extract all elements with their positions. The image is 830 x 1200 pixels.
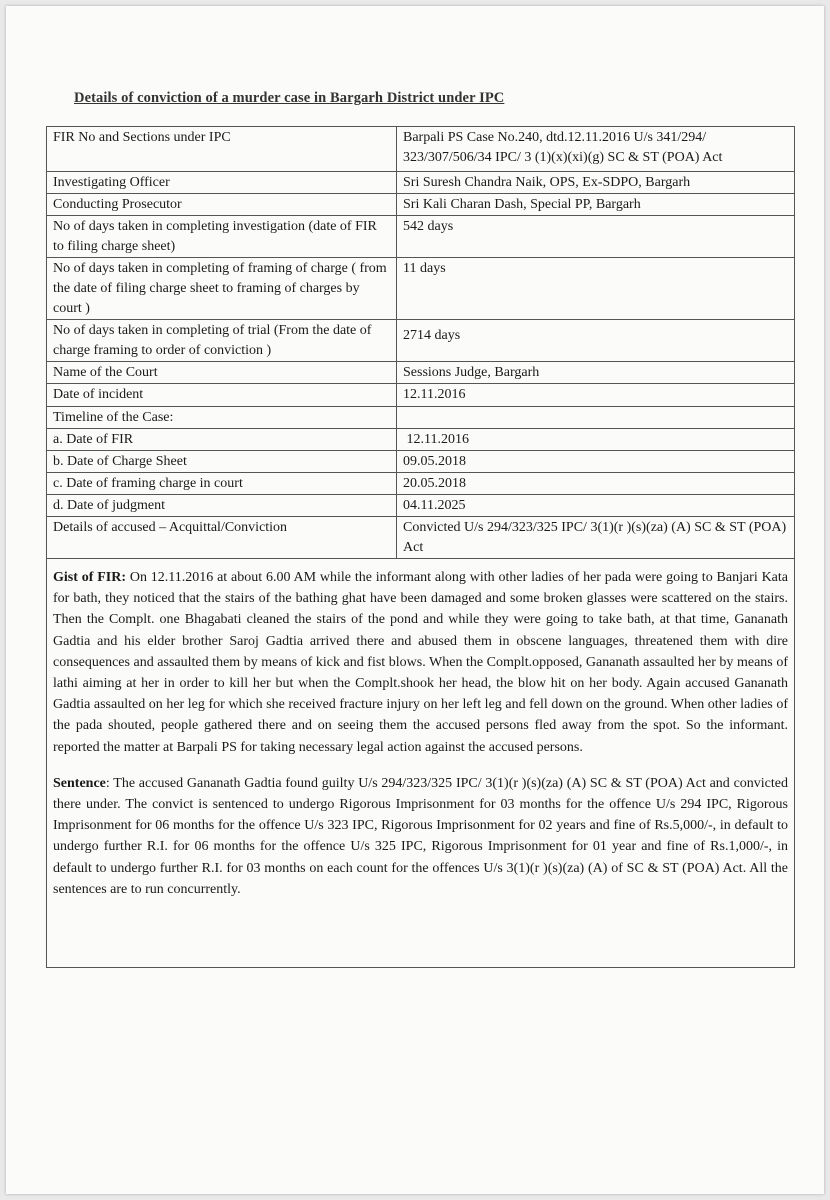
row-label: No of days taken in completing investigation (date of FIR to filing charge sheet) xyxy=(47,216,397,258)
row-label: Details of accused – Acquittal/Conviction xyxy=(47,517,397,559)
table-row xyxy=(47,517,795,559)
table-row xyxy=(47,172,795,194)
row-value xyxy=(397,407,795,429)
table-row xyxy=(47,194,795,216)
row-label: Name of the Court xyxy=(47,362,397,384)
row-value: Barpali PS Case No.240, dtd.12.11.2016 U/s 341/294/ 323/307/506/34 IPC/ 3 (1)(x)(xi)(g) SC & ST (POA) Act xyxy=(397,127,795,172)
row-label: No of days taken in completing of trial (From the date of charge framing to order of conviction ) xyxy=(47,320,397,362)
row-value: 2714 days xyxy=(397,320,795,362)
row-label: b. Date of Charge Sheet xyxy=(47,451,397,473)
table-row xyxy=(47,407,795,429)
table-row xyxy=(47,320,795,362)
table-row xyxy=(47,362,795,384)
row-label: Conducting Prosecutor xyxy=(47,194,397,216)
row-value: 542 days xyxy=(397,216,795,258)
gist-text: On 12.11.2016 at about 6.00 AM while the informant along with other ladies of her pada were going to Banjari Kata for bath, they noticed that the stairs of the bathing ghat have been damaged and some broken glasses were scattered on the stairs. Then the Complt. one Bhagabati cleaned the stairs of the pond and while they were going to take bath, at that time, Gananath Gadtia and his elder brother Saroj Gadtia arrived there and abused them in obscene languages, threatened them with dire consequences and assaulted them by means of kick and fist blows. When the Complt.opposed, Gananath assaulted her by means of lathi aiming at her in order to kill her but when the Complt.shook her head, the blow hit on her body. Again accused Gananath Gadtia assaulted on her leg for which she received fracture injury on her left leg and fell down on the ground. When other ladies of the pada shouted, people gathered there and on seeing them the accused persons fled away from the spot. So the informant. reported the matter at Barpali PS for taking necessary legal action against the accused persons. xyxy=(53,570,788,755)
sentence-paragraph xyxy=(53,773,788,900)
row-label: a. Date of FIR xyxy=(47,429,397,451)
row-value: 11 days xyxy=(397,258,795,320)
row-label: No of days taken in completing of framing of charge ( from the date of filing charge sheet to framing of charges by court ) xyxy=(47,258,397,320)
sentence-heading: Sentence xyxy=(53,775,106,791)
table-row xyxy=(47,384,795,407)
row-value: Sri Suresh Chandra Naik, OPS, Ex-SDPO, Bargarh xyxy=(397,172,795,194)
gist-of-fir-paragraph xyxy=(53,567,788,758)
gist-heading: Gist of FIR: xyxy=(53,570,126,585)
table-row xyxy=(47,495,795,517)
row-label: c. Date of framing charge in court xyxy=(47,473,397,495)
table-row xyxy=(47,473,795,495)
row-label: d. Date of judgment xyxy=(47,495,397,517)
row-label: Date of incident xyxy=(47,384,397,407)
table-row xyxy=(47,258,795,320)
row-value: 12.11.2016 xyxy=(397,429,795,451)
table-row xyxy=(47,451,795,473)
row-value: Sri Kali Charan Dash, Special PP, Bargarh xyxy=(397,194,795,216)
sentence-text: : The accused Gananath Gadtia found guilty U/s 294/323/325 IPC/ 3(1)(r )(s)(za) (A) SC & ST (POA) Act and convicted there under. The convict is sentenced to undergo Rigorous Imprisonment for 03 months for the offence U/s 294 IPC, Rigorous Imprisonment for 06 months for the offence U/s 323 IPC, Rigorous Imprisonment for 02 years and fine of Rs.5,000/-, in default to undergo further R.I. for 06 months for the offence U/s 325 IPC, Rigorous Imprisonment for 01 year and fine of Rs.1,000/-, in default to undergo further R.I. for 03 months on each count for the offences U/s 3(1)(r )(s)(za) (A) of SC & ST (POA) Act. All the sentences are to run concurrently. xyxy=(53,775,788,897)
details-frame xyxy=(46,126,795,968)
table-row xyxy=(47,127,795,172)
table-row xyxy=(47,429,795,451)
row-value: Convicted U/s 294/323/325 IPC/ 3(1)(r )(s)(za) (A) SC & ST (POA) Act xyxy=(397,517,795,559)
row-label: Timeline of the Case: xyxy=(47,407,397,429)
case-narrative xyxy=(47,559,794,900)
row-label: FIR No and Sections under IPC xyxy=(47,127,397,172)
row-value: 12.11.2016 xyxy=(397,384,795,407)
row-value: Sessions Judge, Bargarh xyxy=(397,362,795,384)
table-row xyxy=(47,216,795,258)
case-details-table xyxy=(46,126,795,559)
row-value: 20.05.2018 xyxy=(397,473,795,495)
row-value: 09.05.2018 xyxy=(397,451,795,473)
row-value: 04.11.2025 xyxy=(397,495,795,517)
row-label: Investigating Officer xyxy=(47,172,397,194)
document-title: Details of conviction of a murder case in Bargarh District under IPC xyxy=(74,90,505,106)
document-page xyxy=(6,6,824,1194)
